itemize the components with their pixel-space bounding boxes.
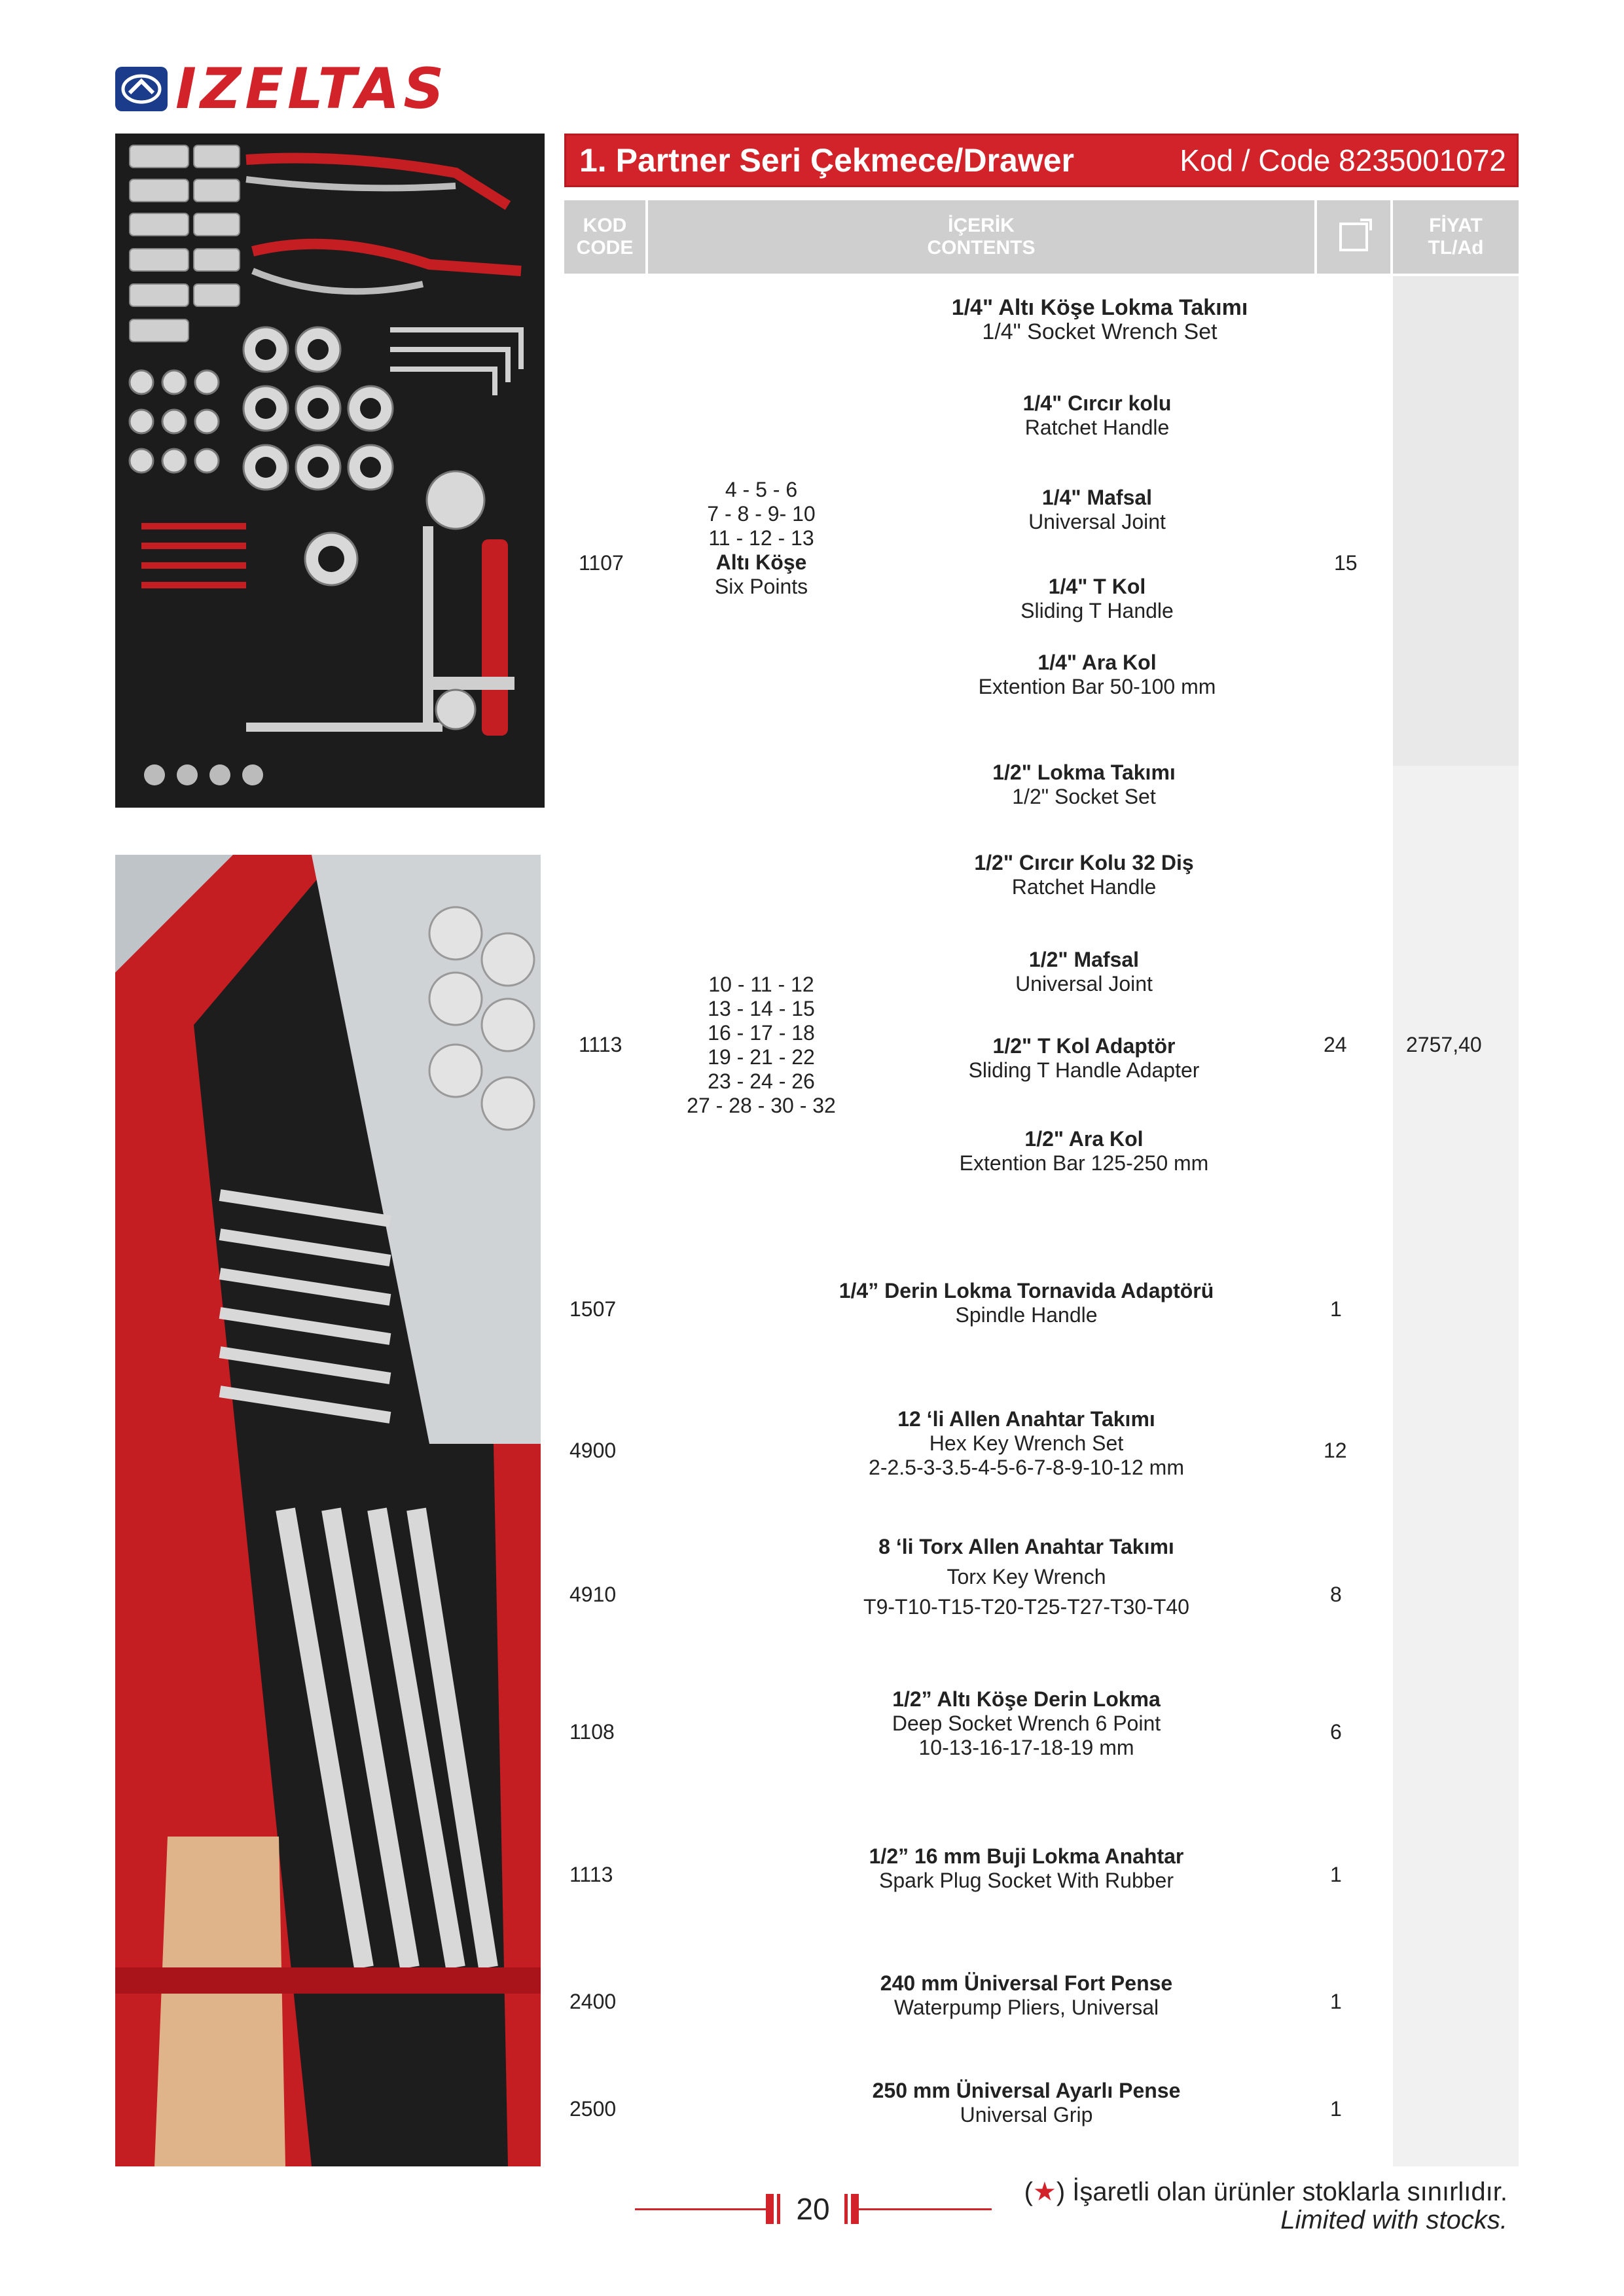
header-price-tr: FİYAT: [1429, 215, 1483, 236]
set2-size-line: 19 - 21 - 22: [708, 1045, 815, 1069]
set1-size-line: 11 - 12 - 13: [708, 526, 814, 550]
row-code: 1507: [569, 1297, 617, 1321]
item-en: Ratchet Handle: [1011, 875, 1157, 899]
set2-size-line: 23 - 24 - 26: [708, 1069, 815, 1093]
brand-logo: [115, 56, 508, 122]
page-divider-left: [635, 2208, 772, 2210]
header-contents-tr: İÇERİK: [948, 215, 1015, 236]
row-qty: 1: [1330, 2097, 1342, 2121]
set1-title-tr: 1/4" Altı Köşe Lokma Takımı: [951, 295, 1248, 320]
item-en: Sliding T Handle Adapter: [968, 1058, 1200, 1082]
set2-qty: 24: [1324, 1033, 1347, 1056]
row-en: Spindle Handle: [955, 1303, 1098, 1327]
set1-item: [1023, 391, 1172, 440]
item-en: Extention Bar 50-100 mm: [978, 675, 1216, 698]
set1-item: [1028, 486, 1166, 534]
set2-item: [974, 851, 1193, 899]
row-extra: 10-13-16-17-18-19 mm: [918, 1736, 1134, 1759]
row-en: Waterpump Pliers, Universal: [893, 1996, 1159, 2019]
row-tr: 250 mm Üniversal Ayarlı Pense: [872, 2079, 1181, 2102]
row-code: 1108: [569, 1720, 615, 1744]
set2-size-line: 10 - 11 - 12: [708, 973, 814, 996]
row-en: Deep Socket Wrench 6 Point: [892, 1712, 1161, 1735]
page-number: 20: [796, 2192, 830, 2226]
star-icon: ★: [1032, 2178, 1056, 2206]
row-description: [873, 2079, 1181, 2127]
header-quantity: [1317, 200, 1390, 274]
row-description: [869, 1407, 1184, 1480]
row-extra: 2-2.5-3-3.5-4-5-6-7-8-9-10-12 mm: [869, 1456, 1184, 1479]
page-marker-left: [766, 2194, 782, 2224]
set2-price: 2757,40: [1406, 1033, 1482, 1056]
stock-note-en: Limited with stocks.: [1280, 2206, 1507, 2234]
set2-code: 1113: [579, 1033, 623, 1056]
set1-item: [1020, 575, 1174, 623]
set1-title-en: 1/4" Socket Wrench Set: [982, 319, 1218, 344]
product-photo-drawer: [115, 855, 541, 2166]
item-tr: 1/4" Ara Kol: [1038, 651, 1157, 674]
set1-size-line: 4 - 5 - 6: [725, 478, 798, 501]
product-code: Kod / Code 8235001072: [1180, 143, 1506, 177]
item-en: Sliding T Handle: [1020, 599, 1174, 622]
brand-name: IZELTAS: [175, 56, 448, 122]
title-bar: [564, 134, 1519, 187]
set1-size-type: Altı Köşe: [715, 550, 807, 574]
row-code: 4910: [569, 1583, 617, 1606]
item-tr: 1/4" T Kol: [1048, 575, 1146, 598]
page-divider-right: [854, 2208, 992, 2210]
logo-emblem-icon: [115, 67, 168, 111]
row-code: 2500: [569, 2097, 617, 2121]
price-column-band: [1393, 766, 1519, 2166]
row-code: 2400: [569, 1990, 617, 2013]
header-contents-en: CONTENTS: [927, 237, 1036, 259]
row-description: [863, 1532, 1189, 1622]
row-qty: 6: [1330, 1720, 1342, 1744]
row-qty: 1: [1330, 1297, 1342, 1321]
page-title: 1. Partner Seri Çekmece/Drawer: [579, 142, 1074, 179]
set2-sizes: [687, 973, 836, 1118]
header-code-tr: KOD: [583, 215, 627, 236]
row-tr: 1/4” Derin Lokma Tornavida Adaptörü: [839, 1279, 1214, 1302]
set1-qty: 15: [1334, 551, 1358, 575]
item-tr: 1/4" Cırcır kolu: [1022, 391, 1172, 415]
set2-item: [969, 1034, 1200, 1083]
row-code: 1113: [569, 1863, 613, 1886]
item-tr: 1/2" Mafsal: [1028, 948, 1140, 971]
header-code-en: CODE: [576, 237, 634, 259]
set2-item: [960, 1127, 1209, 1175]
stock-note-tr: İşaretli olan ürünler stoklarla sınırlıdır.: [1072, 2178, 1507, 2206]
item-tr: 1/2" Ara Kol: [1024, 1127, 1144, 1151]
row-tr: 1/2” Altı Köşe Derin Lokma: [892, 1687, 1161, 1711]
set2-size-line: 16 - 17 - 18: [708, 1021, 815, 1045]
set1-code: 1107: [579, 551, 624, 575]
product-photo-tool-tray: [115, 134, 545, 808]
header-contents: [648, 200, 1314, 274]
item-en: Ratchet Handle: [1024, 416, 1170, 439]
set1-size-line: 7 - 8 - 9- 10: [707, 502, 816, 526]
item-tr: 1/4" Mafsal: [1041, 486, 1153, 509]
row-tr: 12 ‘li Allen Anahtar Takımı: [897, 1407, 1155, 1431]
row-tr: 8 ‘li Torx Allen Anahtar Takımı: [878, 1535, 1174, 1558]
set1-item: [979, 651, 1216, 699]
row-description: [839, 1279, 1214, 1327]
row-qty: 8: [1330, 1583, 1342, 1606]
set2-title-tr: 1/2" Lokma Takımı: [992, 761, 1176, 784]
row-tr: 240 mm Üniversal Fort Pense: [880, 1971, 1173, 1995]
item-tr: 1/2" Cırcır Kolu 32 Diş: [974, 851, 1194, 874]
row-extra: T9-T10-T15-T20-T25-T27-T30-T40: [863, 1595, 1189, 1619]
header-code: [564, 200, 645, 274]
row-en: Hex Key Wrench Set: [929, 1431, 1124, 1455]
set1-size-type-en: Six Points: [714, 575, 808, 598]
row-qty: 12: [1324, 1439, 1347, 1462]
item-en: Universal Joint: [1015, 972, 1153, 996]
row-qty: 1: [1330, 1990, 1342, 2013]
set1-sizes: [707, 478, 815, 599]
set2-size-line: 27 - 28 - 30 - 32: [687, 1094, 836, 1117]
quantity-box-icon: [1339, 223, 1368, 251]
set2-size-line: 13 - 14 - 15: [708, 997, 815, 1020]
row-en: Universal Grip: [960, 2103, 1093, 2126]
header-price-en: TL/Ad: [1428, 237, 1484, 259]
set1-title: [952, 296, 1248, 344]
row-tr: 1/2” 16 mm Buji Lokma Anahtar: [869, 1844, 1184, 1868]
set2-title-en: 1/2" Socket Set: [1012, 785, 1156, 808]
row-en: Spark Plug Socket With Rubber: [879, 1869, 1174, 1892]
set2-item: [1015, 948, 1153, 996]
row-description: [880, 1971, 1172, 2020]
header-price: [1393, 200, 1519, 274]
row-description: [869, 1844, 1184, 1893]
row-qty: 1: [1330, 1863, 1342, 1886]
row-code: 4900: [569, 1439, 617, 1462]
item-tr: 1/2" T Kol Adaptör: [992, 1034, 1176, 1058]
set2-title: [992, 761, 1176, 809]
row-en: Torx Key Wrench: [947, 1565, 1106, 1588]
row-description: [892, 1687, 1161, 1760]
stock-note: (★) İşaretli olan ürünler stoklarla sınırlıdır.: [1024, 2178, 1507, 2206]
item-en: Extention Bar 125-250 mm: [959, 1151, 1209, 1175]
item-en: Universal Joint: [1028, 510, 1166, 533]
